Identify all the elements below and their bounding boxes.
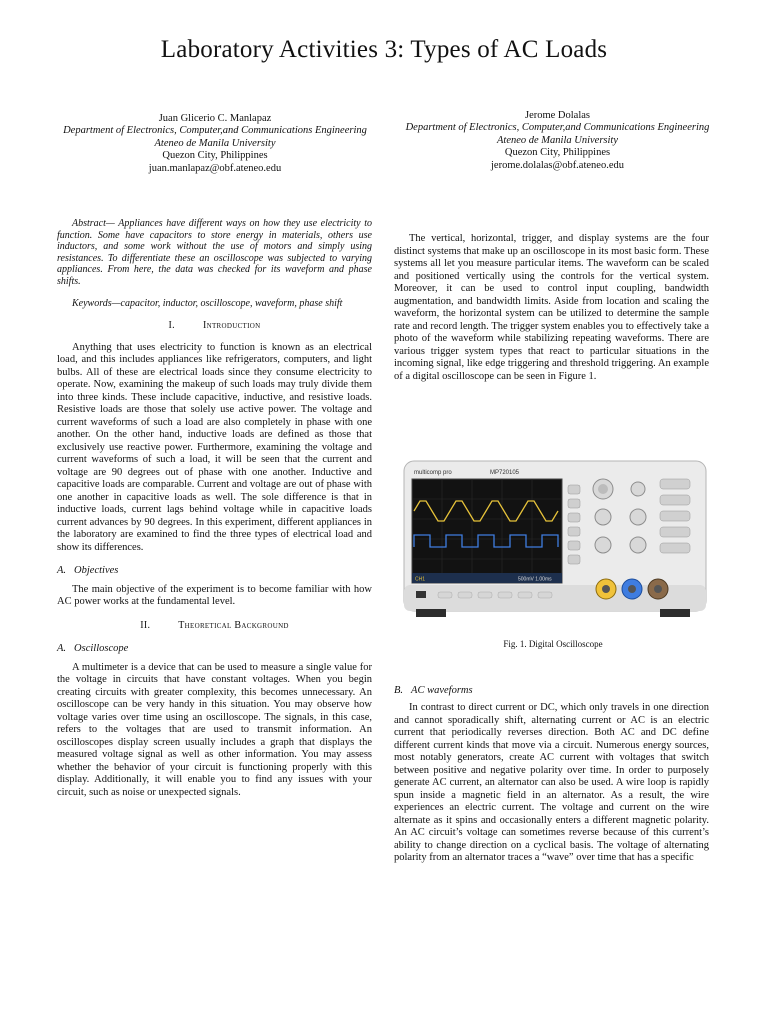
subsection-title: AC waveforms (411, 685, 473, 696)
status-right: 500mV 1.00ms (518, 576, 552, 583)
author-name: Jerome Dolalas (524, 110, 591, 121)
author-email: jerome.dolalas@obf.ateneo.edu (491, 159, 624, 171)
author-location: Quezon City, Philippines (504, 147, 611, 159)
section-title: Introduction (202, 320, 261, 332)
usb-port (416, 591, 426, 598)
author-block-2 (400, 110, 715, 172)
model-label: MP720105 (490, 470, 520, 476)
objectives-text: The main objective of the experiment is to become familiar with how AC power works at the fundamental level. (57, 583, 372, 608)
figure-caption: Fig. 1. Digital Oscilloscope (503, 639, 603, 649)
section-heading-introduction (57, 320, 372, 333)
subsection-heading-objectives (57, 565, 372, 578)
author-dept: Department of Electronics, Computer,and Communications Engineering (405, 122, 710, 134)
subsection-number: A. (57, 643, 67, 655)
author-dept: Department of Electronics, Computer,and Communications Engineering (63, 125, 367, 137)
subsection-title: Oscilloscope (74, 643, 129, 655)
abstract: Abstract— Appliances have different ways on how they use electricity to function. Some have capacitors to store energy in materials, others use inductors, and some work without the use of motors and simply using resistances. To differentiate these an oscilloscope was subjected to varying appliances. From here, the data was checked for its waveform and phase shifts. (57, 218, 372, 287)
section-title: Theoretical Background (178, 619, 289, 631)
author-university: Ateneo de Manila University (496, 134, 618, 146)
channel-inputs (596, 579, 668, 599)
author-block-1 (60, 113, 370, 175)
author-email: juan.manlapaz@obf.ateneo.edu (148, 162, 282, 174)
right-foot (660, 609, 690, 617)
paper-title: Laboratory Activities 3: Types of AC Loads (160, 36, 608, 63)
subsection-heading-ac-waveforms (394, 685, 473, 696)
subsection-number: A. (57, 565, 67, 577)
author-location: Quezon City, Philippines (162, 150, 268, 162)
section-heading-theory (57, 620, 372, 633)
subsection-heading-oscilloscope (57, 643, 372, 656)
right-column-bottom (394, 702, 709, 865)
author-name: Juan Glicerio C. Manlapaz (158, 113, 272, 124)
oscilloscope-text: A multimeter is a device that can be used to measure a single value for the voltage in circuits that have constant voltages. When you begin creating circuits with greater complexity, this becomes unnecessary. An oscilloscope can be very handy in this situation. You may observe how voltage varies over time using an oscilloscope. The signals, in this case, refers to the voltages that are used to transmit information. An oscilloscopes display screen usually includes a graph that displays the measured voltage signal as well as other information. You may assess whether the behavior of your circuit is functioning properly with this display. Additionally, it will enable you to find any issues with your circuit, such as noise or unexpected signals. (57, 661, 372, 798)
left-column (57, 218, 372, 799)
subsection-title: Objectives (74, 565, 119, 577)
figure-oscilloscope (398, 455, 712, 633)
left-foot (416, 609, 446, 617)
brand-label: multicomp pro (414, 470, 452, 476)
subsection-number: B. (394, 685, 404, 696)
oscilloscope-screen (412, 479, 562, 583)
introduction-text: Anything that uses electricity to function is known as an electrical load, and this includes appliances like refrigerators, computers, and light bulbs. All of these are electrical loads since they consume electricity to operate. Now, examining the makeup of such loads may truly divide them into three kinds. These include capacitive, inductive, and resistive loads. Resistive loads are those that solely use active power. The voltage and current waveforms of such a load are also completely in phase with one another. On the other hand, inductive loads are defined as those that exclusively use reactive power. Furthermore, examining the voltage and current waveforms of such a load, it will be seen that the current and voltage are 90 degrees out of phase with one another. Inductive and capacitive loads are comparable. Current and voltage are out of phase with one another in capacitive loads as well. The sole difference is that in inductive loads, current lags behind voltage while in capacitive loads current advances by 90 degrees. In this experiment, different appliances in the laboratory are examined to find the three types of electrical load and show its differences. (57, 341, 372, 553)
ac-waveforms-text: In contrast to direct current or DC, which only travels in one direction and cannot sporadically shift, alternating current or AC is an electric current that periodically reverses direction. Both AC and DC define different current kinds that move via a circuit. Numerous energy sources, most notably generators, create AC current with voltages that switch between positive and negative polarity over time. In order to purposely generate AC current, an alternator can also be used. A wire loop is rapidly spun inside a magnetic field in an alternator. As a result, the wire experiences an electric current. The voltage and current on the wire alternate as it spins and occasionally enters a different magnetic polarity. An AC circuit’s voltage can sometimes reverse because of this current’s ability to change direction on a cyclical basis. The voltage of alternating polarity from an alternator traces a “wave” over time that has a specific (394, 702, 709, 863)
oscilloscope-continued-text: The vertical, horizontal, trigger, and display systems are the four distinct systems that make up an oscilloscope in its most basic form. These systems all let you measure particular items. The waveform can be scaled and positioned vertically using the controls for the vertical system. Moreover, it can be used to control input coupling, bandwidth augmentation, and bandwidth limits. Aside from location and scaling the waveform, the horizontal system can be utilized to determine the sample rate and record length. The trigger system enables you to effectively take a photo of the waveform while stabilizing repeating waveforms. There are various trigger system types that react to particular situations in the incoming signal, like edge triggering and threshold triggering. An example of a digital oscilloscope can be seen in Figure 1. (394, 233, 709, 382)
keywords: Keywords—capacitor, inductor, oscilloscope, waveform, phase shift (72, 297, 343, 309)
section-number: I. (168, 320, 175, 332)
author-university: Ateneo de Manila University (154, 137, 276, 149)
section-number: II. (140, 619, 151, 631)
right-column-top (394, 233, 709, 383)
oscilloscope-illustration (398, 455, 712, 633)
status-left: CH1 (415, 576, 426, 583)
